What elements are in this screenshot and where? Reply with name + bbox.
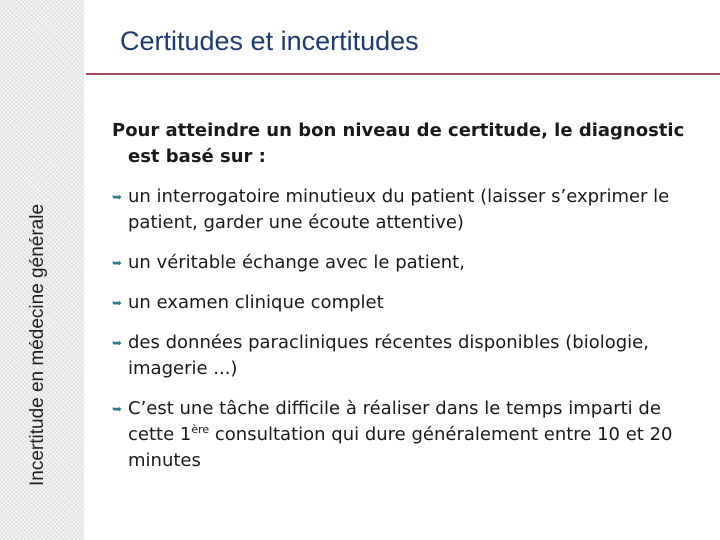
- curved-arrow-bullet-icon: ➥: [112, 336, 123, 350]
- side-label-text: Incertitude en médecine générale: [27, 203, 48, 487]
- curved-arrow-bullet-icon: ➥: [112, 296, 123, 310]
- ordinal-superscript: ère: [191, 423, 210, 436]
- bullet-text: un interrogatoire minutieux du patient (laisser s’exprimer le patient, garder une écoute attentive): [128, 186, 670, 233]
- slide-title: Certitudes et incertitudes: [120, 26, 419, 56]
- curved-arrow-bullet-icon: ➥: [112, 402, 123, 416]
- bullet-item: [112, 250, 702, 276]
- bullet-text-before: C’est une tâche difficile à réaliser dans le temps imparti de cette 1: [128, 398, 661, 445]
- title-divider: [86, 73, 720, 75]
- curved-arrow-bullet-icon: ➥: [112, 256, 123, 270]
- slide-content: [112, 118, 702, 488]
- bullet-item: [112, 330, 702, 382]
- bullet-text: des données paracliniques récentes disponibles (biologie, imagerie ...): [128, 332, 649, 379]
- bullet-text: un examen clinique complet: [128, 292, 384, 313]
- bullet-item: [112, 396, 702, 474]
- bullet-text: un véritable échange avec le patient,: [128, 252, 465, 273]
- intro-text: Pour atteindre un bon niveau de certitude, le diagnostic est basé sur :: [112, 120, 685, 167]
- bullet-text-after: consultation qui dure généralement entre 10 et 20 minutes: [128, 424, 673, 471]
- bullet-item: [112, 184, 702, 236]
- curved-arrow-bullet-icon: ➥: [112, 190, 123, 204]
- bullet-item: [112, 290, 702, 316]
